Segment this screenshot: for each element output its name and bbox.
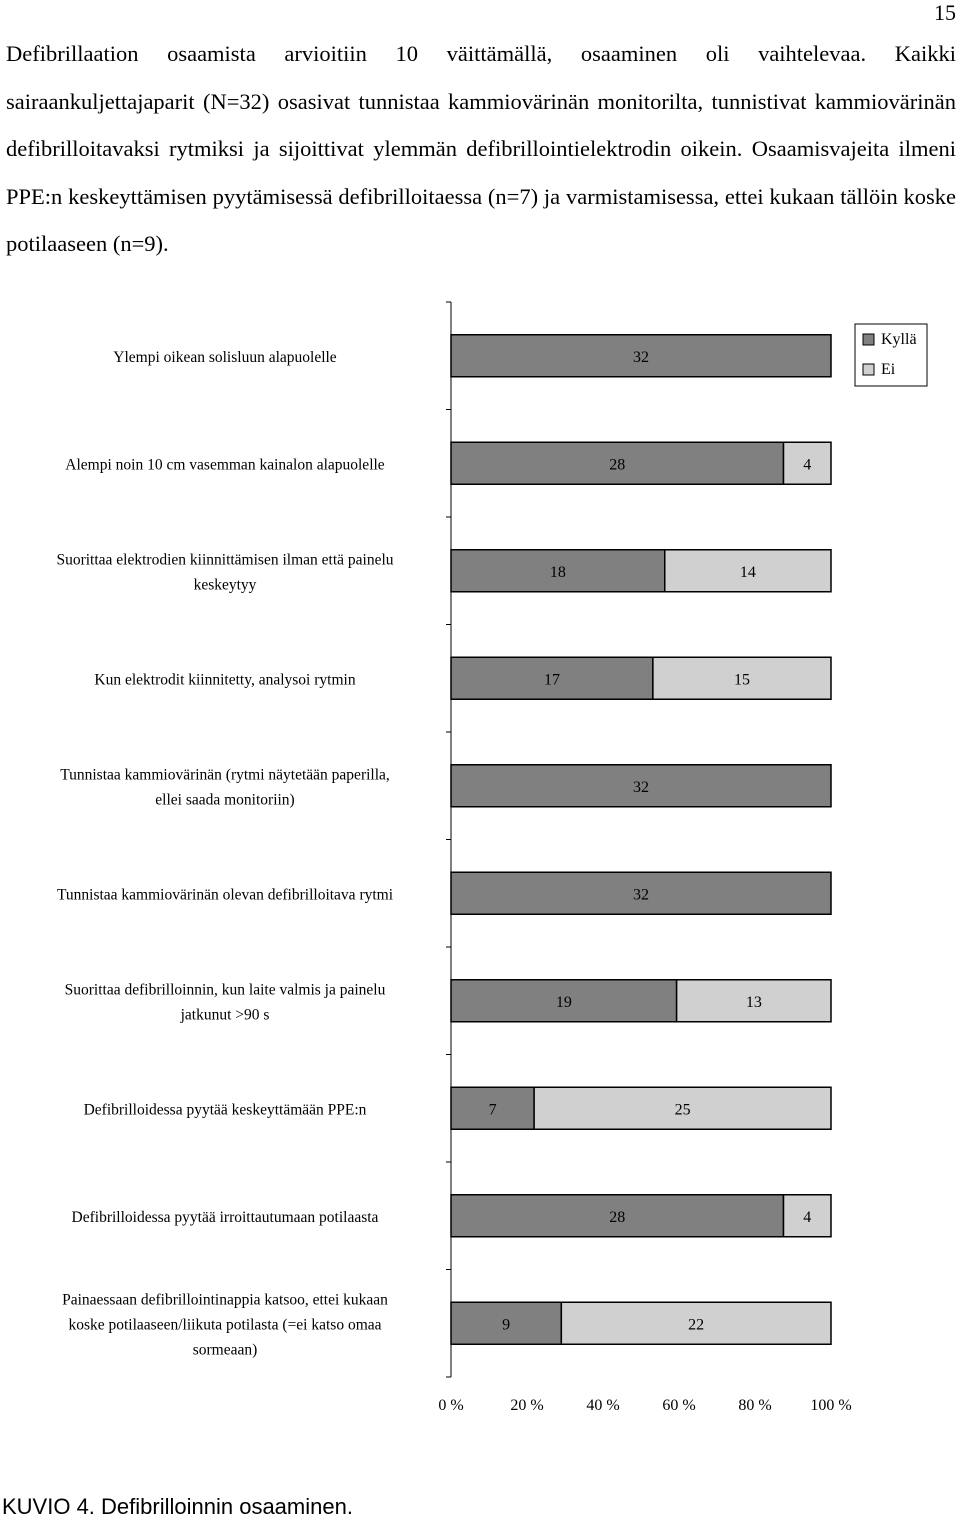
x-tick-label: 100 % — [810, 1397, 852, 1414]
legend — [855, 324, 927, 386]
category-label: Suorittaa elektrodien kiinnittämisen ilman että painelu keskeytyy — [56, 551, 394, 594]
legend-label: Kyllä — [881, 331, 917, 348]
legend-swatch — [863, 334, 874, 345]
bar-value-label: 25 — [674, 1101, 691, 1119]
bar-value-label: 18 — [549, 563, 566, 581]
bar-value-label: 32 — [633, 778, 649, 796]
bar-value-label: 28 — [609, 1208, 626, 1226]
bar-value-label: 32 — [633, 348, 649, 366]
legend-swatch — [863, 364, 874, 375]
bar-value-label: 4 — [803, 456, 812, 474]
category-label: Ylempi oikean solisluun alapuolelle — [113, 348, 337, 366]
category-label: Alempi noin 10 cm vasemman kainalon alapuolelle — [65, 456, 385, 474]
x-tick-label: 20 % — [510, 1397, 544, 1414]
bar-value-label: 13 — [745, 993, 762, 1011]
category-label: Kun elektrodit kiinnitetty, analysoi rytmin — [94, 671, 356, 689]
stacked-bar-chart — [0, 290, 960, 1430]
bar-value-label: 9 — [502, 1316, 511, 1334]
bar-value-label: 19 — [555, 993, 572, 1011]
bar-value-label: 15 — [733, 671, 750, 689]
category-label: Suorittaa defibrilloinnin, kun laite valmis ja painelu jatkunut >90 s — [64, 981, 386, 1024]
figure-caption: KUVIO 4. Defibrilloinnin osaaminen. — [2, 1494, 353, 1519]
bar-value-label: 4 — [803, 1208, 812, 1226]
x-tick-label: 40 % — [586, 1397, 620, 1414]
page-number: 15 — [934, 0, 956, 25]
intro-paragraph: Defibrillaation osaamista arvioitiin 10 väittämällä, osaaminen oli vaihtelevaa. Kaikki sairaankuljettajaparit (N=32) osasivat tunnistaa kammiovärinän monitorilta, tunnistivat kammiovärinän defibrilloitavaksi rytmiksi ja sijoittivat ylemmän defibrillointielektrodin oikein. Osaamisvajeita ilmeni PPE:n keskeyttämisen pyytämisessä defibrilloitaessa (n=7) ja varmistamisessa, ettei kukaan tällöin koske potilaaseen (n=9). — [6, 41, 956, 256]
bar-value-label: 7 — [488, 1101, 497, 1119]
bar-value-label: 28 — [609, 456, 626, 474]
bar-value-label: 17 — [543, 671, 560, 689]
x-tick-label: 80 % — [738, 1397, 772, 1414]
x-tick-label: 60 % — [662, 1397, 696, 1414]
legend-label: Ei — [881, 361, 896, 378]
category-label: Tunnistaa kammiovärinän olevan defibrilloitava rytmi — [56, 886, 394, 904]
x-tick-label: 0 % — [438, 1397, 464, 1414]
category-label: Defibrilloidessa pyytää keskeyttämään PPE:n — [83, 1101, 367, 1119]
category-label: Defibrilloidessa pyytää irroittautumaan potilaasta — [71, 1208, 379, 1226]
category-label: Tunnistaa kammiovärinän (rytmi näytetään paperilla, ellei saada monitoriin) — [60, 766, 390, 809]
bar-value-label: 14 — [739, 563, 756, 581]
bar-value-label: 32 — [633, 886, 649, 904]
category-label: Painaessaan defibrillointinappia katsoo, ettei kukaan koske potilaaseen/liikuta potilasta (=ei katso omaa sormeaan) — [62, 1291, 388, 1359]
bar-value-label: 22 — [688, 1316, 705, 1334]
